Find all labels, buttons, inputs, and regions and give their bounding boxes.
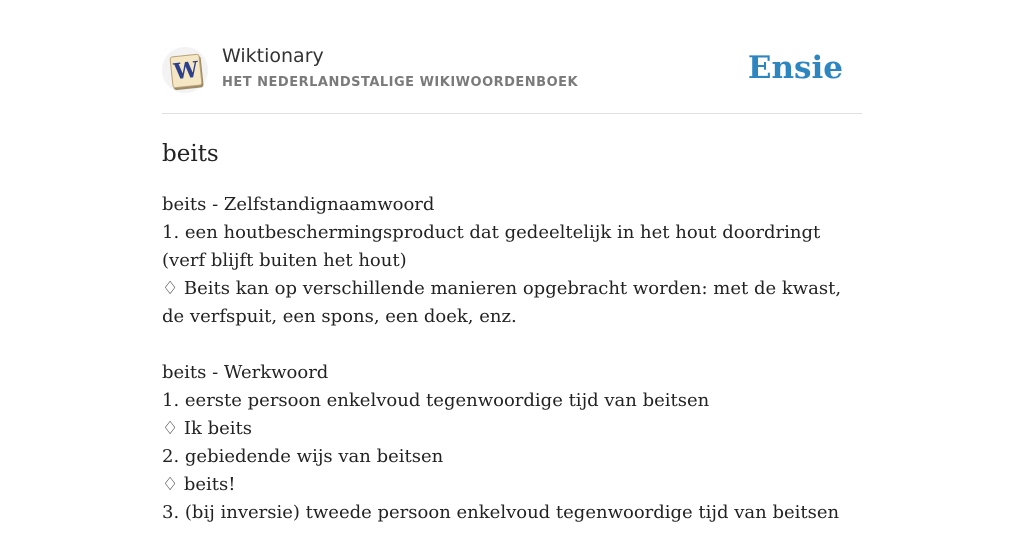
entry-noun — [162, 191, 862, 331]
letter-tile-icon — [169, 54, 202, 89]
definition-line: 1. eerste persoon enkelvoud tegenwoordige tijd van beitsen — [162, 390, 710, 411]
site-header — [162, 0, 862, 114]
definitions — [162, 191, 862, 527]
entry-heading: beits - Werkwoord — [162, 362, 329, 383]
logo-letter: W — [172, 56, 200, 86]
example-line: ♢ beits! — [162, 474, 236, 495]
site-tagline: HET NEDERLANDSTALIGE WIKIWOORDENBOEK — [222, 75, 579, 90]
page-title: beits — [162, 141, 219, 167]
definition-line: 1. een houtbeschermingsproduct dat gedeeltelijk in het hout doordringt (verf blijft buiten het hout) — [162, 222, 821, 271]
site-name[interactable]: Wiktionary — [222, 45, 324, 67]
definition-line: 2. gebiedende wijs van beitsen — [162, 446, 444, 467]
example-line: ♢ Ik beits — [162, 418, 252, 439]
wiktionary-logo[interactable] — [162, 47, 208, 93]
definition-line: 3. (bij inversie) tweede persoon enkelvoud tegenwoordige tijd van beitsen — [162, 502, 840, 523]
content-container — [162, 0, 862, 555]
example-line: ♢ Beits kan op verschillende manieren opgebracht worden: met de kwast, de verfspuit, een spons, een doek, enz. — [162, 278, 842, 327]
entry-verb — [162, 359, 862, 527]
ensie-logo-link[interactable]: Ensie — [747, 50, 843, 86]
entry-heading: beits - Zelfstandignaamwoord — [162, 194, 435, 215]
